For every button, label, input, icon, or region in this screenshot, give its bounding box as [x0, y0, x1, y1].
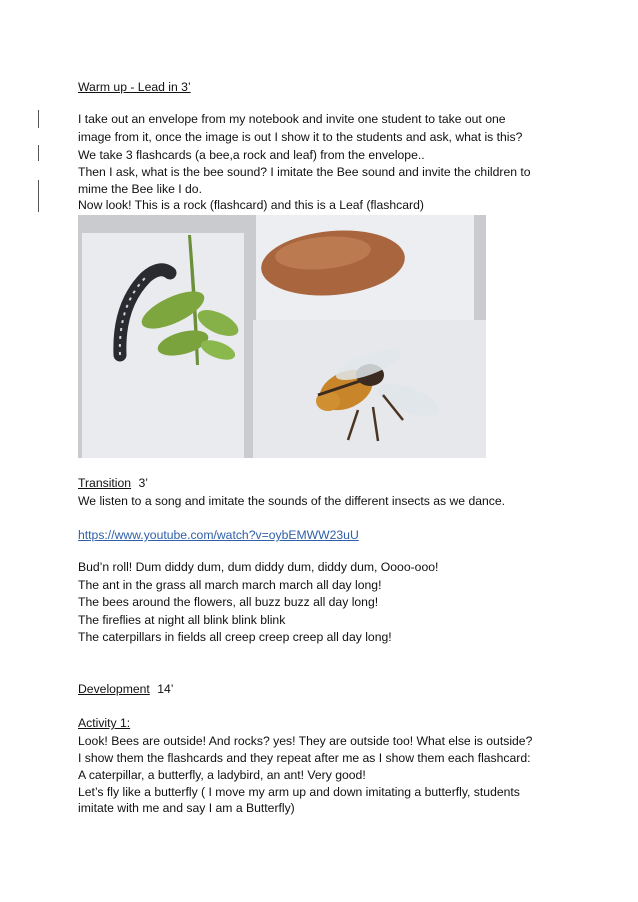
transition-heading-line: [78, 476, 148, 491]
activity-line: Let’s fly like a butterfly ( I move my arm up and down imitating a butterfly, students: [78, 785, 520, 799]
activity-line: imitate with me and say I am a Butterfly): [78, 801, 295, 815]
development-time: 14’: [157, 682, 174, 696]
warmup-line: mime the Bee like I do.: [78, 182, 202, 196]
margin-change-bar: [38, 180, 39, 212]
development-heading: Development: [78, 682, 150, 696]
transition-time: 3’: [138, 476, 148, 490]
warmup-line: Then I ask, what is the bee sound? I imitate the Bee sound and invite the children to: [78, 165, 531, 179]
song-line: The bees around the flowers, all buzz buzz all day long!: [78, 595, 379, 609]
youtube-link[interactable]: https://www.youtube.com/watch?v=oybEMWW23uU: [78, 528, 359, 542]
warmup-line: We take 3 flashcards (a bee,a rock and leaf) from the envelope..: [78, 148, 425, 162]
activity-line: Look! Bees are outside! And rocks? yes! They are outside too! What else is outside?: [78, 734, 533, 748]
activity-heading: Activity 1:: [78, 716, 131, 730]
development-heading-line: [78, 682, 173, 697]
margin-change-bar: [38, 110, 39, 128]
song-line: The caterpillars in fields all creep creep creep all day long!: [78, 630, 392, 644]
song-line: The ant in the grass all march march march all day long!: [78, 578, 382, 592]
activity-line: A caterpillar, a butterfly, a ladybird, an ant! Very good!: [78, 768, 366, 782]
warmup-line: Now look! This is a rock (flashcard) and this is a Leaf (flashcard): [78, 198, 424, 212]
song-line: Bud’n roll! Dum diddy dum, dum diddy dum, diddy dum, Oooo-ooo!: [78, 560, 439, 574]
transition-heading: Transition: [78, 476, 132, 490]
warmup-heading: Warm up - Lead in 3’: [78, 80, 191, 94]
transition-line: We listen to a song and imitate the sounds of the different insects as we dance.: [78, 494, 506, 508]
margin-change-bar: [38, 145, 39, 161]
warmup-line: I take out an envelope from my notebook and invite one student to take out one: [78, 112, 506, 126]
warmup-line: image from it, once the image is out I show it to the students and ask, what is this?: [78, 130, 523, 144]
song-line: The fireflies at night all blink blink blink: [78, 613, 286, 627]
activity-line: I show them the flashcards and they repeat after me as I show them each flashcard:: [78, 751, 531, 765]
flashcards-photo: [78, 215, 486, 458]
